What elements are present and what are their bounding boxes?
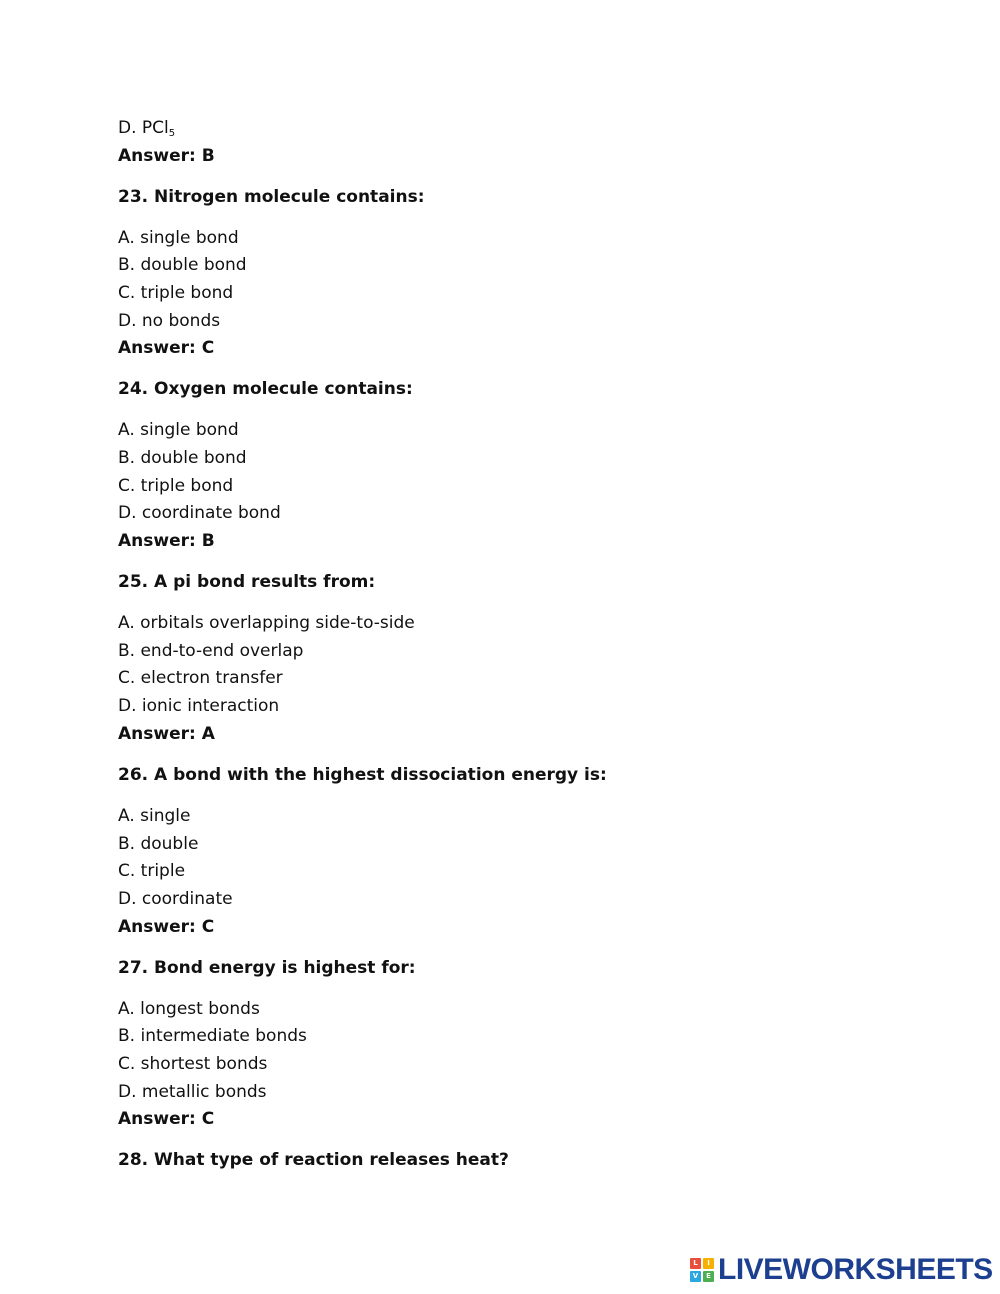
- option-a: A. longest bonds: [118, 998, 260, 1019]
- question-title: 28. What type of reaction releases heat?: [118, 1150, 509, 1171]
- answer-text: Answer: B: [118, 145, 215, 166]
- question-title: 23. Nitrogen molecule contains:: [118, 186, 425, 207]
- option-d: D. coordinate: [118, 888, 233, 909]
- answer-text: Answer: C: [118, 916, 215, 937]
- option-d: [118, 115, 938, 143]
- question-title: 24. Oxygen molecule contains:: [118, 379, 413, 400]
- logo-tile: V: [690, 1271, 701, 1282]
- option-c: C. shortest bonds: [118, 1053, 268, 1074]
- worksheet-page: [118, 115, 938, 1188]
- question-title: 25. A pi bond results from:: [118, 572, 376, 593]
- logo-tile: I: [703, 1258, 714, 1269]
- option-a: A. single bond: [118, 227, 239, 248]
- option-b: B. double bond: [118, 448, 247, 469]
- question-title: 27. Bond energy is highest for:: [118, 957, 416, 978]
- logo-tile: E: [703, 1271, 714, 1282]
- option-d: D. metallic bonds: [118, 1081, 267, 1102]
- option-a: A. single: [118, 805, 191, 826]
- option-b: B. intermediate bonds: [118, 1026, 307, 1047]
- option-c: C. triple: [118, 861, 186, 882]
- option-c: C. triple bond: [118, 283, 234, 304]
- option-c: C. triple bond: [118, 475, 234, 496]
- answer-text: Answer: B: [118, 531, 215, 552]
- option-d: D. coordinate bond: [118, 503, 281, 524]
- option-c: C. electron transfer: [118, 668, 283, 689]
- option-b: B. end-to-end overlap: [118, 640, 304, 661]
- question-title: 26. A bond with the highest dissociation energy is:: [118, 764, 607, 785]
- option-d: D. no bonds: [118, 310, 221, 331]
- answer-text: Answer: A: [118, 723, 215, 744]
- option-d: D. ionic interaction: [118, 696, 280, 717]
- option-b: B. double: [118, 833, 199, 854]
- logo-text: LIVEWORKSHEETS: [718, 1253, 993, 1286]
- logo-tile: L: [690, 1258, 701, 1269]
- option-a: A. orbitals overlapping side-to-side: [118, 613, 415, 634]
- option-a: A. single bond: [118, 420, 239, 441]
- liveworksheets-logo-icon: [690, 1258, 714, 1282]
- liveworksheets-logo: [690, 1253, 993, 1287]
- answer-text: Answer: C: [118, 338, 215, 359]
- option-b: B. double bond: [118, 255, 247, 276]
- option-d-text: D. PCl: [118, 118, 169, 138]
- answer-text: Answer: C: [118, 1109, 215, 1130]
- subscript: 5: [168, 128, 176, 139]
